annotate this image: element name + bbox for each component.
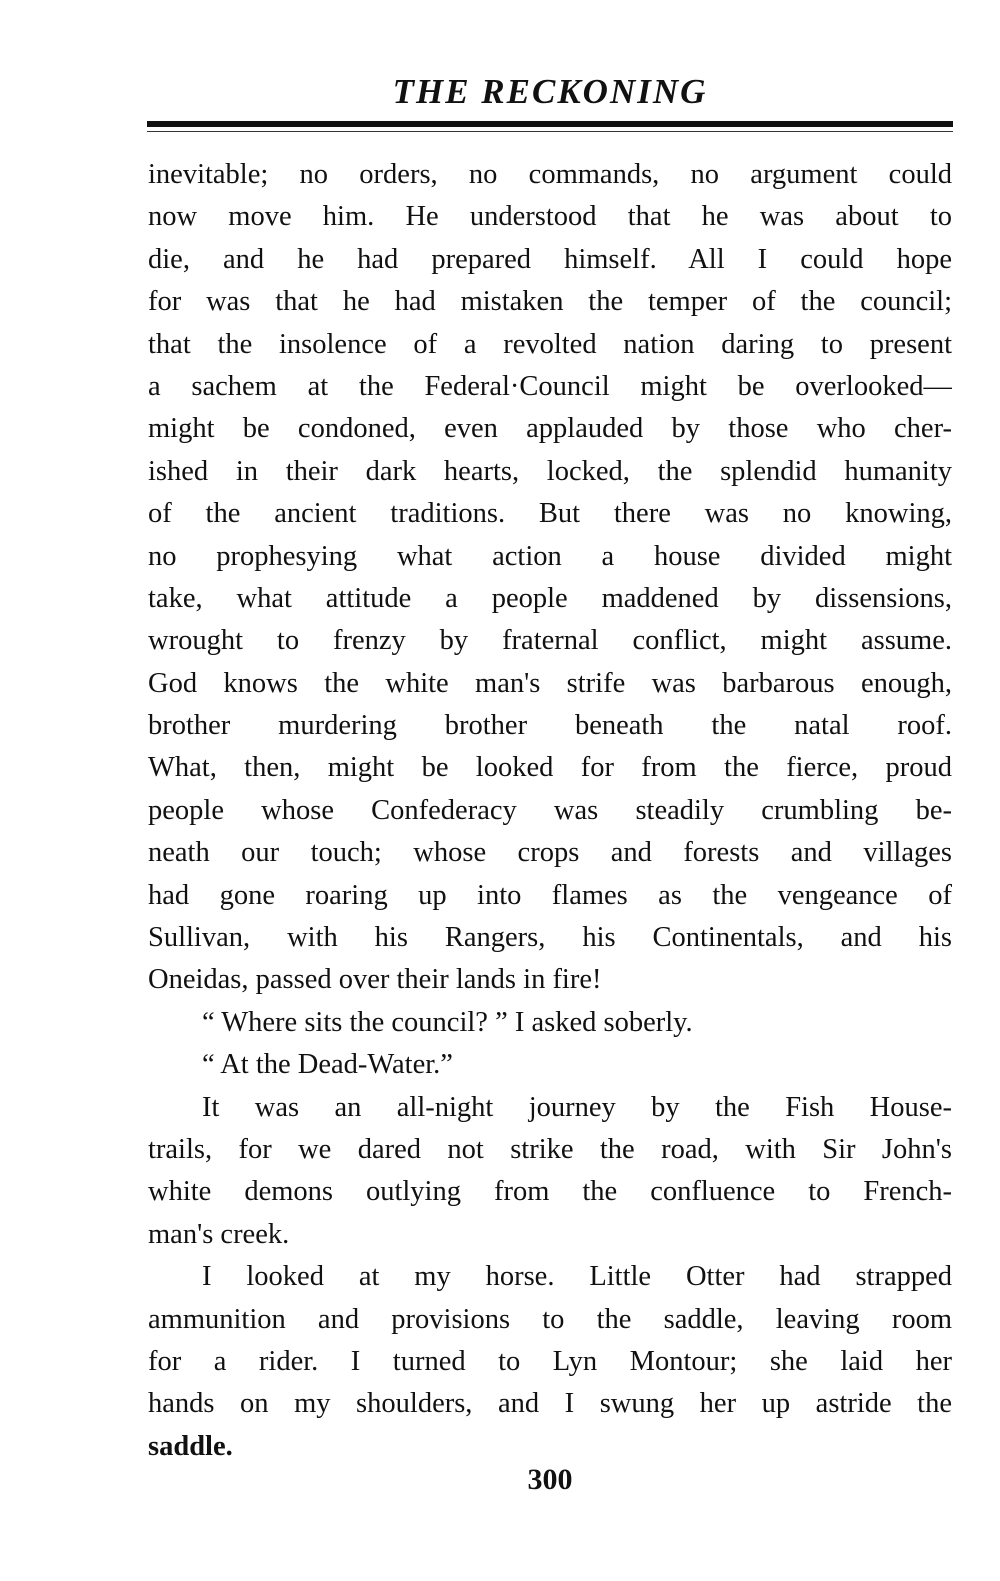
text-line: take, what attitude a people maddened by dissensions, <box>148 582 952 614</box>
text-line: ished in their dark hearts, locked, the splendid humanity <box>148 455 952 487</box>
text-line: a sachem at the Federal·Council might be overlooked— <box>148 370 952 402</box>
text-line: for was that he had mistaken the temper of the council; <box>148 286 952 318</box>
text-line: ammunition and provisions to the saddle, leaving room <box>148 1303 952 1335</box>
paragraph-start-line: It was an all-night journey by the Fish House- <box>202 1091 952 1123</box>
text-line: God knows the white man's strife was barbarous enough, <box>148 667 952 699</box>
paragraph-end-line: saddle. <box>148 1430 233 1462</box>
text-line: white demons outlying from the confluence to French- <box>148 1176 952 1208</box>
body-text <box>148 154 952 1468</box>
text-line: hands on my shoulders, and I swung her up astride the <box>148 1388 952 1420</box>
text-line: had gone roaring up into flames as the vengeance of <box>148 879 952 911</box>
page-number: 300 <box>527 1463 573 1496</box>
text-line: now move him. He understood that he was about to <box>148 201 952 233</box>
header-rule-thin <box>147 131 953 132</box>
text-line: die, and he had prepared himself. All I could hope <box>148 243 952 275</box>
text-line: for a rider. I turned to Lyn Montour; she laid her <box>148 1345 952 1377</box>
running-title: THE RECKONING <box>392 72 708 111</box>
header-rule-thick <box>147 121 953 127</box>
paragraph-start-line: I looked at my horse. Little Otter had strapped <box>202 1261 952 1293</box>
text-line: no prophesying what action a house divided might <box>148 540 952 572</box>
paragraph-end-line: Oneidas, passed over their lands in fire! <box>148 964 602 996</box>
text-line: that the insolence of a revolted nation daring to present <box>148 328 952 360</box>
text-line: wrought to frenzy by fraternal conflict, might assume. <box>148 625 952 657</box>
text-line: Sullivan, with his Rangers, his Continentals, and his <box>148 922 952 954</box>
text-line: people whose Confederacy was steadily crumbling be- <box>148 794 952 826</box>
text-line: inevitable; no orders, no commands, no argument could <box>148 159 952 190</box>
text-line: trails, for we dared not strike the road, with Sir John's <box>148 1133 952 1165</box>
dialogue-line: “ Where sits the council? ” I asked soberly. <box>202 1006 693 1038</box>
text-line: neath our touch; whose crops and forests and villages <box>148 837 952 869</box>
paragraph-end-line: man's creek. <box>148 1218 290 1250</box>
text-line: of the ancient traditions. But there was no knowing, <box>148 498 952 530</box>
dialogue-line: “ At the Dead-Water.” <box>202 1049 453 1081</box>
text-line: What, then, might be looked for from the fierce, proud <box>148 752 952 784</box>
text-line: brother murdering brother beneath the natal roof. <box>148 710 952 742</box>
text-line: might be condoned, even applauded by those who cher- <box>148 413 952 445</box>
